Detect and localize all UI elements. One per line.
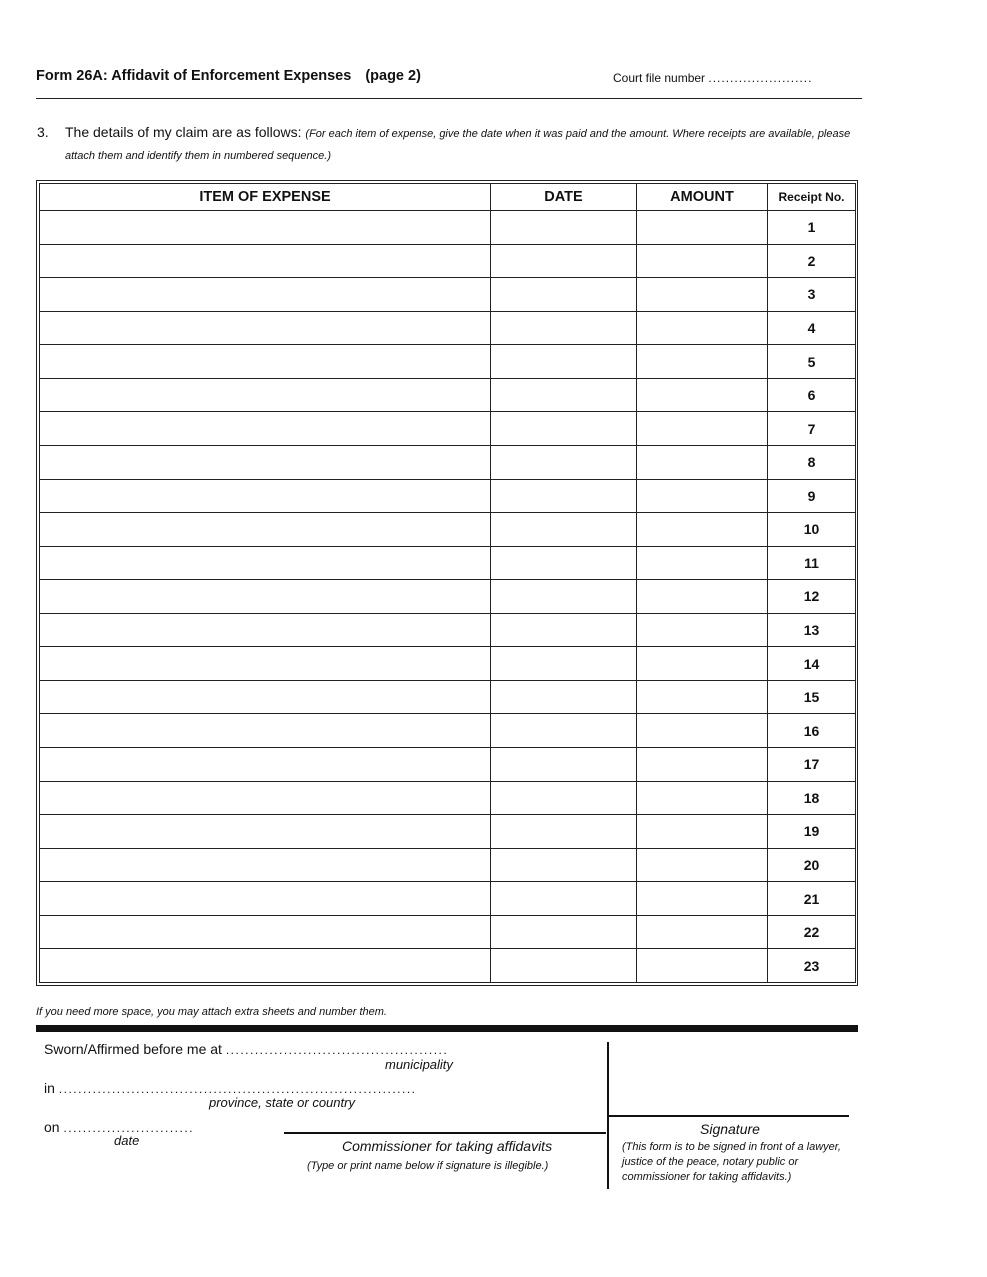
receipt-number: 15 [768,680,856,714]
receipt-number: 21 [768,882,856,916]
amount-cell[interactable] [637,815,768,849]
item-cell[interactable] [40,580,491,614]
sworn-label: Sworn/Affirmed before me at [44,1041,222,1057]
table-row [40,345,856,379]
item-cell[interactable] [40,848,491,882]
date-caption: date [114,1133,140,1148]
more-space-note: If you need more space, you may attach extra sheets and number them. [36,1006,387,1018]
item-cell[interactable] [40,445,491,479]
table-row [40,546,856,580]
amount-cell[interactable] [637,748,768,782]
date-cell[interactable] [491,278,637,312]
table-row [40,748,856,782]
amount-cell[interactable] [637,949,768,983]
receipt-number: 10 [768,513,856,547]
amount-cell[interactable] [637,378,768,412]
item-cell[interactable] [40,647,491,681]
date-cell[interactable] [491,345,637,379]
column-header-date: DATE [491,184,637,211]
expense-table [39,183,856,983]
amount-cell[interactable] [637,311,768,345]
amount-cell[interactable] [637,647,768,681]
amount-cell[interactable] [637,915,768,949]
item-cell[interactable] [40,748,491,782]
on-label: on [44,1119,60,1135]
item-cell[interactable] [40,278,491,312]
amount-cell[interactable] [637,244,768,278]
date-cell[interactable] [491,815,637,849]
on-dots: ........................... [63,1121,194,1135]
date-cell[interactable] [491,479,637,513]
date-cell[interactable] [491,613,637,647]
amount-cell[interactable] [637,278,768,312]
receipt-number: 7 [768,412,856,446]
table-row [40,211,856,245]
municipality-caption: municipality [385,1057,453,1072]
amount-cell[interactable] [637,211,768,245]
table-row [40,949,856,983]
form-header [36,68,862,99]
sworn-line[interactable] [44,1041,448,1057]
table-row [40,580,856,614]
item-cell[interactable] [40,345,491,379]
table-row [40,479,856,513]
date-cell[interactable] [491,680,637,714]
receipt-number: 13 [768,613,856,647]
item-cell[interactable] [40,479,491,513]
item-cell[interactable] [40,915,491,949]
in-line[interactable] [44,1080,417,1096]
receipt-number: 14 [768,647,856,681]
table-row [40,647,856,681]
receipt-number: 19 [768,815,856,849]
amount-cell[interactable] [637,781,768,815]
date-cell[interactable] [491,915,637,949]
item-cell[interactable] [40,613,491,647]
date-cell[interactable] [491,848,637,882]
item-cell[interactable] [40,714,491,748]
date-cell[interactable] [491,378,637,412]
table-row [40,848,856,882]
receipt-number: 1 [768,211,856,245]
court-file-dots: ........................ [708,71,813,85]
court-file-number[interactable] [613,71,812,85]
table-row [40,781,856,815]
table-row [40,278,856,312]
column-header-amount: AMOUNT [637,184,768,211]
table-header-row [40,184,856,211]
table-row [40,815,856,849]
item-cell[interactable] [40,546,491,580]
amount-cell[interactable] [637,546,768,580]
signature-caption: Signature [700,1121,760,1137]
sworn-dots: .............................................. [225,1043,449,1057]
item-cell[interactable] [40,244,491,278]
date-cell[interactable] [491,714,637,748]
section-divider [36,1025,858,1032]
receipt-number: 20 [768,848,856,882]
amount-cell[interactable] [637,882,768,916]
receipt-number: 8 [768,445,856,479]
form-title-text: Form 26A: Affidavit of Enforcement Expenses [36,68,352,84]
date-cell[interactable] [491,748,637,782]
date-cell[interactable] [491,882,637,916]
date-cell[interactable] [491,244,637,278]
receipt-number: 9 [768,479,856,513]
date-cell[interactable] [491,412,637,446]
in-label: in [44,1080,55,1096]
paragraph-note: (For each item of expense, give the date when it was paid and the amount. Where receipts are available, please attach them and identify them in numbered sequence.) [65,128,851,162]
receipt-number: 11 [768,546,856,580]
item-cell[interactable] [40,882,491,916]
in-dots: .......................................................................... [58,1082,417,1096]
commissioner-caption: Commissioner for taking affidavits [342,1138,553,1154]
item-cell[interactable] [40,378,491,412]
receipt-number: 17 [768,748,856,782]
table-row [40,513,856,547]
amount-cell[interactable] [637,714,768,748]
column-header-item: ITEM OF EXPENSE [40,184,491,211]
paragraph-lead: The details of my claim are as follows: [65,124,302,140]
amount-cell[interactable] [637,513,768,547]
table-row [40,378,856,412]
receipt-number: 22 [768,915,856,949]
commissioner-note: (Type or print name below if signature is illegible.) [307,1160,549,1172]
receipt-number: 3 [768,278,856,312]
amount-cell[interactable] [637,580,768,614]
signature-note: (This form is to be signed in front of a lawyer, justice of the peace, notary public or commissioner for taking affidavits.) [622,1141,841,1183]
receipt-number: 18 [768,781,856,815]
table-row [40,445,856,479]
table-row [40,412,856,446]
date-cell[interactable] [491,445,637,479]
amount-cell[interactable] [637,345,768,379]
court-file-label: Court file number [613,71,706,85]
amount-cell[interactable] [637,479,768,513]
item-cell[interactable] [40,680,491,714]
table-row [40,915,856,949]
date-cell[interactable] [491,546,637,580]
table-row [40,714,856,748]
item-cell[interactable] [40,211,491,245]
table-row [40,311,856,345]
column-header-receipt: Receipt No. [768,184,856,211]
commissioner-signature-line[interactable] [284,1132,606,1134]
paragraph-number: 3. [37,124,49,140]
province-caption: province, state or country [209,1095,355,1110]
receipt-number: 4 [768,311,856,345]
item-cell[interactable] [40,781,491,815]
item-cell[interactable] [40,815,491,849]
date-cell[interactable] [491,513,637,547]
item-cell[interactable] [40,949,491,983]
expense-table-frame [36,180,858,986]
table-row [40,882,856,916]
receipt-number: 12 [768,580,856,614]
table-row [40,613,856,647]
page-label: (page 2) [365,68,421,84]
date-cell[interactable] [491,949,637,983]
amount-cell[interactable] [637,613,768,647]
deponent-signature-line[interactable] [609,1115,849,1117]
date-cell[interactable] [491,311,637,345]
item-cell[interactable] [40,513,491,547]
receipt-number: 5 [768,345,856,379]
receipt-number: 6 [768,378,856,412]
table-row [40,244,856,278]
item-cell[interactable] [40,412,491,446]
amount-cell[interactable] [637,680,768,714]
date-cell[interactable] [491,781,637,815]
receipt-number: 2 [768,244,856,278]
table-row [40,680,856,714]
receipt-number: 16 [768,714,856,748]
date-cell[interactable] [491,647,637,681]
amount-cell[interactable] [637,848,768,882]
amount-cell[interactable] [637,412,768,446]
date-cell[interactable] [491,211,637,245]
item-cell[interactable] [40,311,491,345]
form-title [36,68,421,84]
date-cell[interactable] [491,580,637,614]
amount-cell[interactable] [637,445,768,479]
receipt-number: 23 [768,949,856,983]
